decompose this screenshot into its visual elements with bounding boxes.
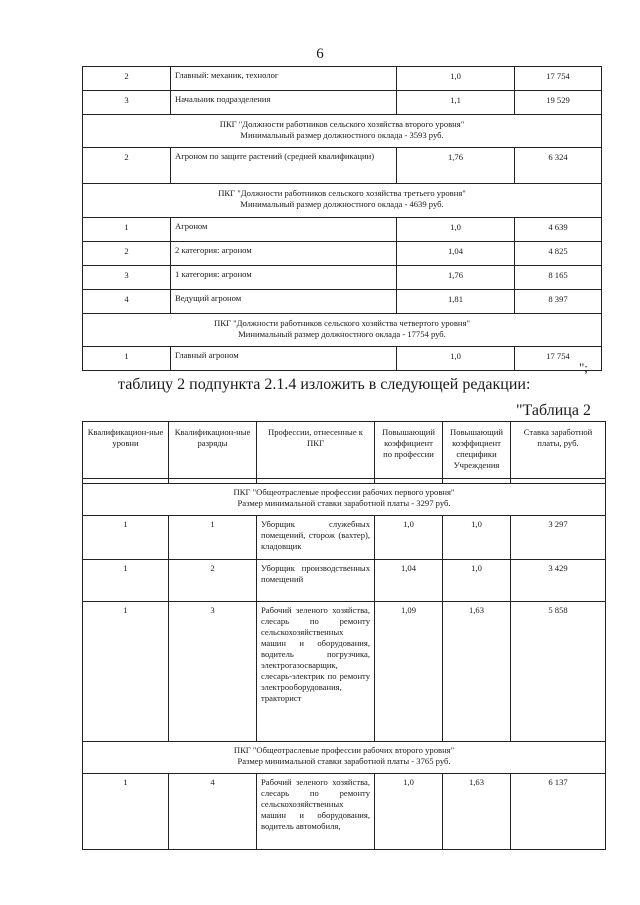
table-row bbox=[83, 148, 602, 184]
table-row bbox=[83, 774, 606, 850]
salary: 17 754 bbox=[515, 67, 602, 91]
salary: 4 825 bbox=[515, 242, 602, 266]
profession: Рабочий зеленого хозяйства, слесарь по ремонту сельскохозяйственных машин и оборудования, водитель погрузчика, электрогазосварщик, слесарь-электрик по ремонту электрооборудования, тракторист bbox=[257, 602, 375, 742]
table-row bbox=[83, 242, 602, 266]
section-title: ПКГ "Должности работников сельского хозяйства четвертого уровня" bbox=[214, 318, 470, 328]
section-title: ПКГ "Должности работников сельского хозяйства третьего уровня" bbox=[218, 188, 466, 198]
coefficient: 1,04 bbox=[397, 242, 515, 266]
position-name: Агроном по защите растений (средней квалификации) bbox=[171, 148, 397, 184]
salary: 6 324 bbox=[515, 148, 602, 184]
qualification-level: 1 bbox=[83, 516, 169, 560]
coefficient: 1,76 bbox=[397, 266, 515, 290]
section-title: ПКГ "Общеотраслевые профессии рабочих первого уровня" bbox=[233, 487, 455, 497]
section-title: ПКГ "Общеотраслевые профессии рабочих второго уровня" bbox=[233, 745, 455, 755]
section-subtitle: Минимальный размер должностного оклада - 17754 руб. bbox=[238, 329, 446, 339]
position-name: 1 категория: агроном bbox=[171, 266, 397, 290]
table-row bbox=[83, 218, 602, 242]
position-name: Главный агроном bbox=[171, 347, 397, 371]
profession-coefficient: 1,0 bbox=[375, 774, 443, 850]
wage-rate: 3 429 bbox=[511, 560, 606, 602]
section-header bbox=[83, 484, 606, 516]
salary: 8 397 bbox=[515, 290, 602, 314]
table-row bbox=[83, 67, 602, 91]
qualification-grade: 3 bbox=[169, 602, 257, 742]
section-row bbox=[83, 742, 606, 774]
section-row bbox=[83, 484, 606, 516]
amendment-sentence: таблицу 2 подпункта 2.1.4 изложить в следующей редакции: bbox=[118, 376, 531, 393]
section-header bbox=[83, 184, 602, 218]
position-number: 1 bbox=[83, 218, 171, 242]
qualification-grade: 4 bbox=[169, 774, 257, 850]
coefficient: 1,76 bbox=[397, 148, 515, 184]
salary: 8 165 bbox=[515, 266, 602, 290]
qualification-level: 1 bbox=[83, 560, 169, 602]
header-qualification-grades: Квалификацион-ные разряды bbox=[169, 422, 257, 479]
header-row bbox=[83, 422, 606, 479]
section-subtitle: Минимальный размер должностного оклада - 3593 руб. bbox=[240, 130, 444, 140]
salary: 19 529 bbox=[515, 91, 602, 115]
coefficient: 1,1 bbox=[397, 91, 515, 115]
profession: Уборщик служебных помещений, сторож (вахтер), кладовщик bbox=[257, 516, 375, 560]
coefficient: 1,81 bbox=[397, 290, 515, 314]
section-title: ПКГ "Должности работников сельского хозяйства второго уровня" bbox=[219, 119, 465, 129]
coefficient: 1,0 bbox=[397, 67, 515, 91]
header-institution-coefficient: Повышающий коэффициент специфики Учреждения bbox=[443, 422, 511, 479]
table-row bbox=[83, 516, 606, 560]
wage-rate: 3 297 bbox=[511, 516, 606, 560]
position-name: Начальник подразделения bbox=[171, 91, 397, 115]
table-row bbox=[83, 290, 602, 314]
institution-coefficient: 1,63 bbox=[443, 602, 511, 742]
qualification-level: 1 bbox=[83, 602, 169, 742]
section-header bbox=[83, 742, 606, 774]
section-header bbox=[83, 314, 602, 347]
table-row bbox=[83, 347, 602, 371]
profession-coefficient: 1,0 bbox=[375, 516, 443, 560]
profession-coefficient: 1,04 bbox=[375, 560, 443, 602]
section-subtitle: Минимальный размер должностного оклада - 4639 руб. bbox=[240, 199, 444, 209]
coefficient: 1,0 bbox=[397, 218, 515, 242]
position-name: Ведущий агроном bbox=[171, 290, 397, 314]
section-header bbox=[83, 115, 602, 148]
institution-coefficient: 1,63 bbox=[443, 774, 511, 850]
qualification-grade: 2 bbox=[169, 560, 257, 602]
profession: Уборщик производственных помещений bbox=[257, 560, 375, 602]
position-name: Агроном bbox=[171, 218, 397, 242]
wage-rate: 5 858 bbox=[511, 602, 606, 742]
closing-quote: "; bbox=[579, 360, 588, 375]
profession: Рабочий зеленого хозяйства, слесарь по ремонту сельскохозяйственных машин и оборудования, водитель автомобиля, bbox=[257, 774, 375, 850]
position-number: 4 bbox=[83, 290, 171, 314]
salary-table-2 bbox=[82, 421, 606, 850]
table-row bbox=[83, 560, 606, 602]
position-name: Главный: механик, технолог bbox=[171, 67, 397, 91]
table-row bbox=[83, 91, 602, 115]
position-name: 2 категория: агроном bbox=[171, 242, 397, 266]
header-profession-coefficient: Повышающий коэффициент по профессии bbox=[375, 422, 443, 479]
wage-rate: 6 137 bbox=[511, 774, 606, 850]
header-wage-rate: Ставка заработной платы, руб. bbox=[511, 422, 606, 479]
section-subtitle: Размер минимальной ставки заработной платы - 3297 руб. bbox=[237, 498, 451, 508]
table-row bbox=[83, 602, 606, 742]
salary-table-1 bbox=[82, 66, 602, 371]
institution-coefficient: 1,0 bbox=[443, 516, 511, 560]
header-professions: Профессии, отнесенные к ПКГ bbox=[257, 422, 375, 479]
position-number: 3 bbox=[83, 91, 171, 115]
qualification-grade: 1 bbox=[169, 516, 257, 560]
section-row bbox=[83, 115, 602, 148]
qualification-level: 1 bbox=[83, 774, 169, 850]
position-number: 2 bbox=[83, 148, 171, 184]
page-number: 6 bbox=[316, 46, 324, 62]
table-caption: "Таблица 2 bbox=[516, 402, 591, 419]
section-row bbox=[83, 314, 602, 347]
salary: 17 754 bbox=[515, 347, 602, 371]
institution-coefficient: 1,0 bbox=[443, 560, 511, 602]
section-row bbox=[83, 184, 602, 218]
table-row bbox=[83, 266, 602, 290]
section-subtitle: Размер минимальной ставки заработной платы - 3765 руб. bbox=[237, 756, 451, 766]
coefficient: 1,0 bbox=[397, 347, 515, 371]
position-number: 1 bbox=[83, 347, 171, 371]
header-qualification-levels: Квалификацион-ные уровни bbox=[83, 422, 169, 479]
position-number: 2 bbox=[83, 242, 171, 266]
salary: 4 639 bbox=[515, 218, 602, 242]
position-number: 2 bbox=[83, 67, 171, 91]
profession-coefficient: 1,09 bbox=[375, 602, 443, 742]
position-number: 3 bbox=[83, 266, 171, 290]
